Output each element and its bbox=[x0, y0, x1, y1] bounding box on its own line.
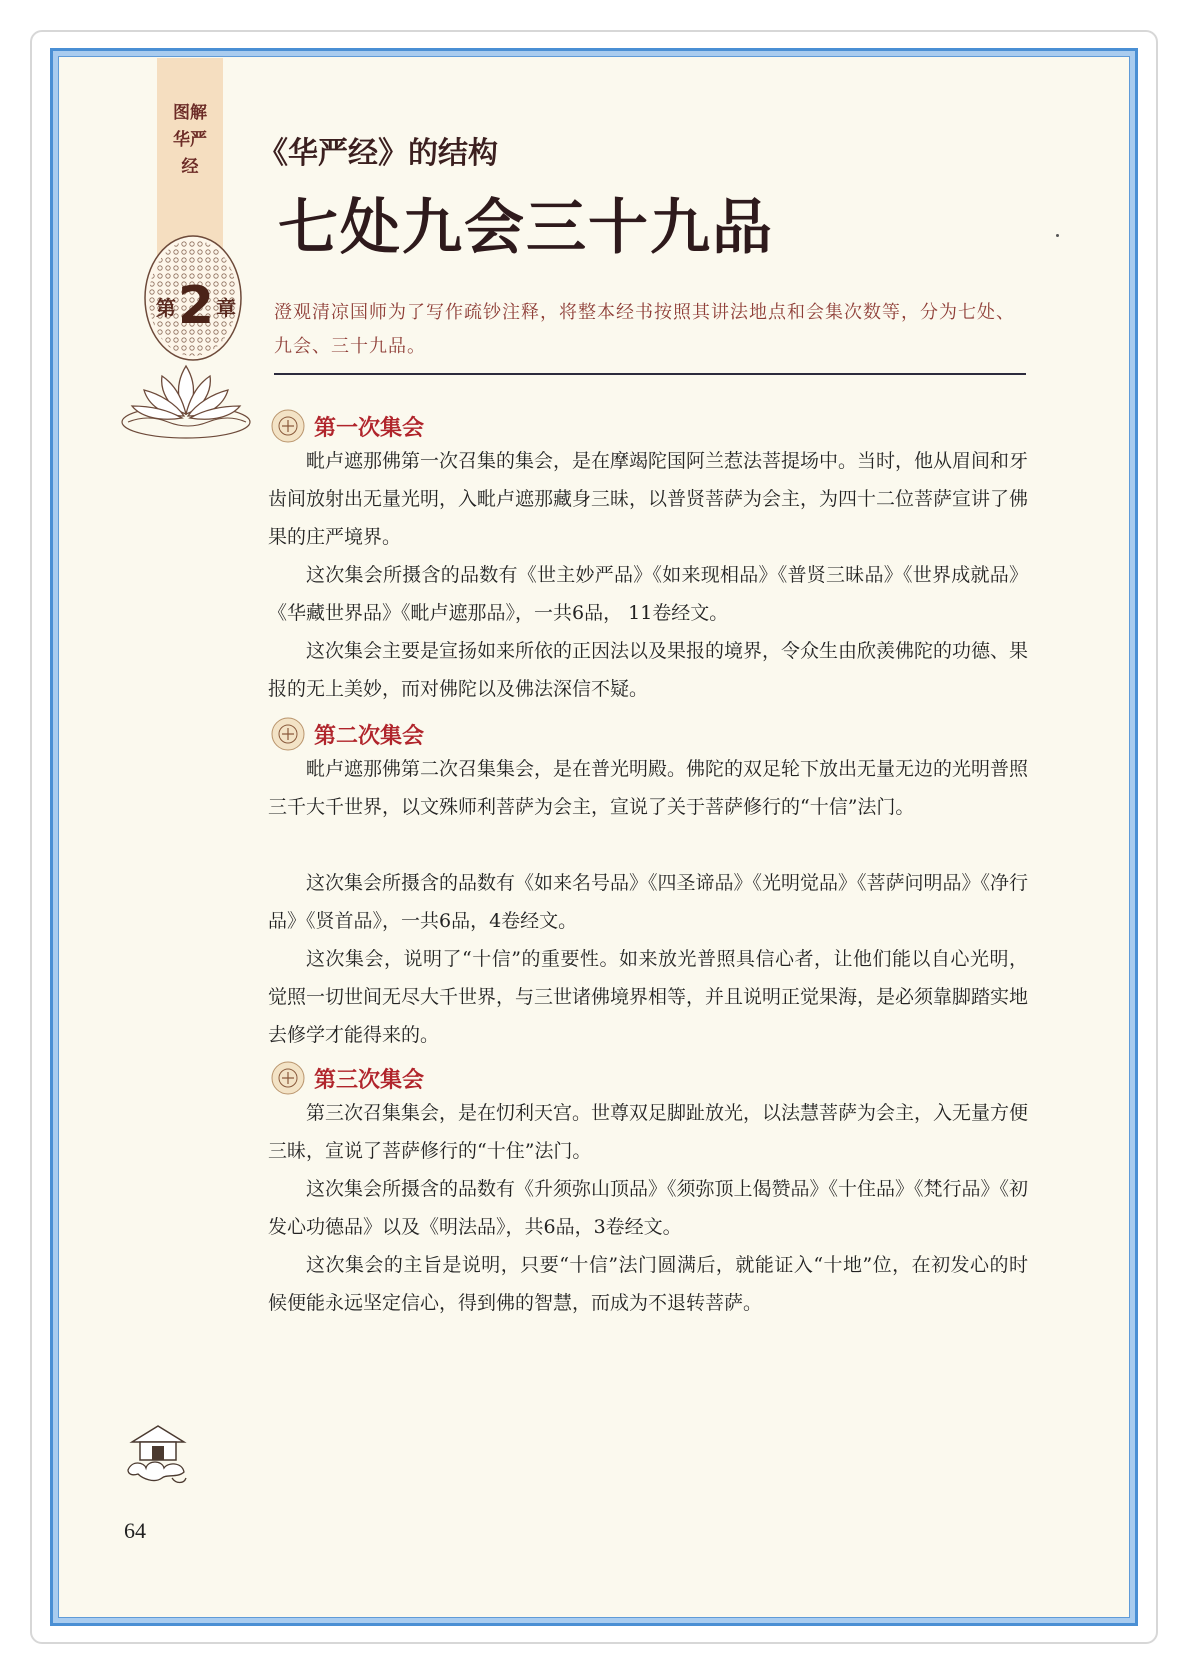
lotus-icon bbox=[118, 356, 254, 440]
speck bbox=[1056, 234, 1059, 237]
chapter-number: 2 bbox=[177, 276, 215, 336]
intro-divider bbox=[274, 373, 1026, 375]
section-heading-text: 第三次集会 bbox=[314, 1067, 425, 1093]
intro-text: 澄观清凉国师为了写作疏钞注释，将整本经书按照其讲法地点和会集次数等，分为七处、九会、三十九品。 bbox=[274, 302, 1015, 357]
paragraph: 这次集会所摄含的品数有《如来名号品》《四圣谛品》《光明觉品》《菩萨问明品》《净行品》《贤首品》，一共6品，4卷经文。 bbox=[268, 872, 1029, 932]
section-subtitle: 《华严经》的结构 bbox=[258, 136, 498, 171]
section-heading-3 bbox=[270, 1060, 424, 1096]
chapter-prefix: 第 bbox=[155, 295, 176, 320]
paragraph: 这次集会的主旨是说明，只要“十信”法门圆满后，就能证入“十地”位，在初发心的时候便能永远坚定信心，得到佛的智慧，而成为不退转菩萨。 bbox=[268, 1254, 1028, 1314]
section-heading-text: 第二次集会 bbox=[314, 723, 425, 749]
paragraph: 这次集会，说明了“十信”的重要性。如来放光普照具信心者，让他们能以自心光明，觉照一切世间无尽大千世界，与三世诸佛境界相等，并且说明正觉果海，是必须靠脚踏实地去修学才能得来的。 bbox=[268, 948, 1029, 1046]
chapter-suffix: 章 bbox=[216, 295, 237, 320]
chapter-label bbox=[146, 276, 246, 336]
paragraph: 毗卢遮那佛第一次召集的集会，是在摩竭陀国阿兰惹法菩提场中。当时，他从眉间和牙齿间放射出无量光明，入毗卢遮那藏身三昧，以普贤菩萨为会主，为四十二位菩萨宣讲了佛果的庄严境界。 bbox=[268, 450, 1029, 548]
dharma-emblem-icon bbox=[270, 716, 306, 752]
page-number: 64 bbox=[124, 1518, 146, 1543]
temple-cloud-icon bbox=[118, 1412, 198, 1492]
paragraph: 这次集会主要是宣扬如来所依的正因法以及果报的境界，令众生由欣羡佛陀的功德、果报的无上美妙，而对佛陀以及佛法深信不疑。 bbox=[268, 640, 1029, 700]
paragraph: 这次集会所摄含的品数有《世主妙严品》《如来现相品》《普贤三昧品》《世界成就品》《华藏世界品》《毗卢遮那品》，一共6品， 11卷经文。 bbox=[268, 564, 1028, 624]
paragraph: 第三次召集集会，是在忉利天宫。世尊双足脚趾放光，以法慧菩萨为会主，入无量方便三昧，宣说了菩萨修行的“十住”法门。 bbox=[268, 1102, 1029, 1162]
section-heading-text: 第一次集会 bbox=[314, 415, 425, 441]
paragraph: 毗卢遮那佛第二次召集集会，是在普光明殿。佛陀的双足轮下放出无量无边的光明普照三千大千世界，以文殊师利菩萨为会主，宣说了关于菩萨修行的“十信”法门。 bbox=[268, 758, 1029, 818]
side-title: 图解华严经 bbox=[173, 103, 207, 177]
section-heading-1 bbox=[270, 408, 424, 444]
dharma-emblem-icon bbox=[270, 408, 306, 444]
page-title: 七处九会三十九品 bbox=[278, 193, 774, 263]
dharma-emblem-icon bbox=[270, 1060, 306, 1096]
paragraph: 这次集会所摄含的品数有《升须弥山顶品》《须弥顶上偈赞品》《十住品》《梵行品》《初发心功德品》以及《明法品》，共6品，3卷经文。 bbox=[268, 1178, 1029, 1238]
section-heading-2 bbox=[270, 716, 424, 752]
